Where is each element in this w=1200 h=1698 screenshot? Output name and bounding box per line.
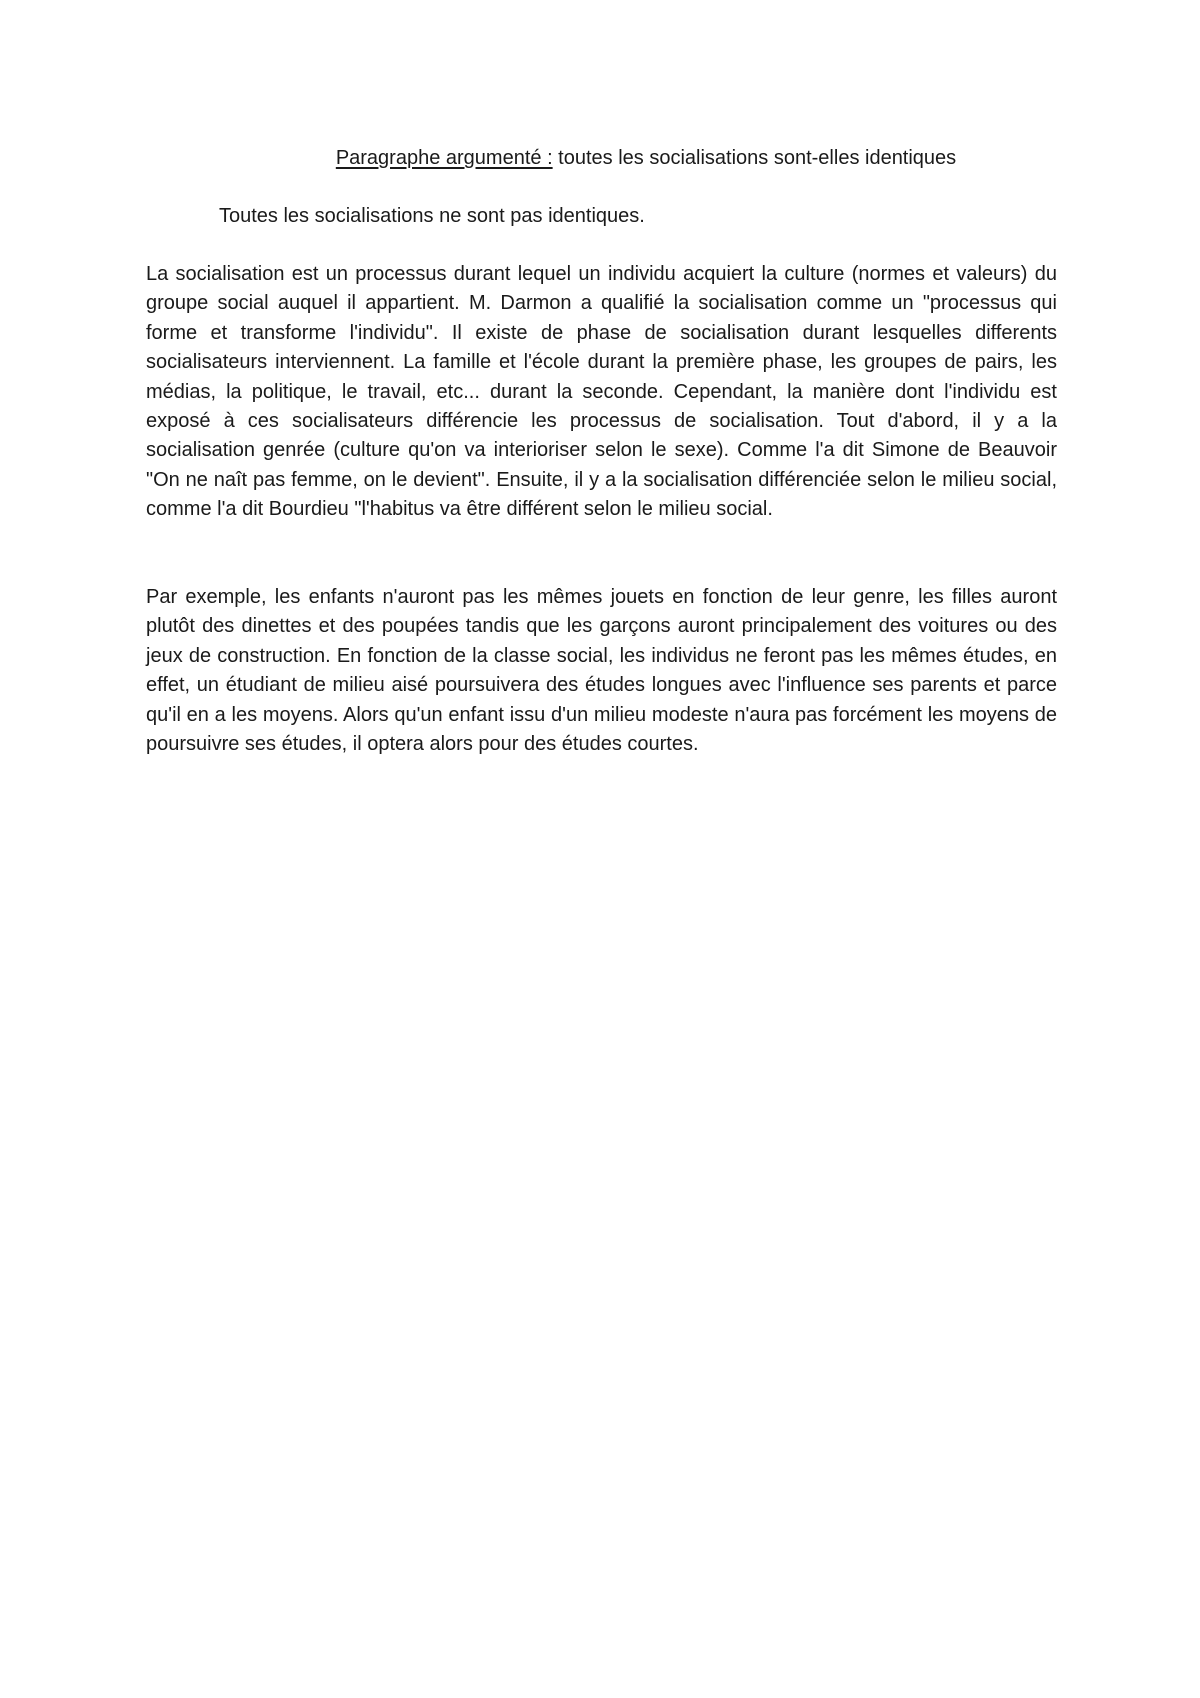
title-label: Paragraphe argumenté :	[335, 147, 553, 169]
paragraph-argument: La socialisation est un processus durant lequel un individu acquiert la culture (normes et valeurs) du groupe social auquel il appartient. M. Darmon a qualifié la socialisation comme un "processus qui forme et transforme l'individu". Il existe de phase de socialisation durant lesquelles differents socialisateurs interviennent. La famille et l'école durant la première phase, les groupes de pairs, les médias, la politique, le travail, etc... durant la seconde. Cependant, la manière dont l'individu est exposé à ces socialisateurs différencie les processus de socialisation. Tout d'abord, il y a la socialisation genrée (culture qu'on va interioriser selon le sexe). Comme l'a dit Simone de Beauvoir "On ne naît pas femme, on le devient". Ensuite, il y a la socialisation différenciée selon le milieu social, comme l'a dit Bourdieu "l'habitus va être différent selon le milieu social.	[146, 263, 1057, 521]
title-text: toutes les socialisations sont-elles identiques	[552, 147, 957, 169]
paragraph-example: Par exemple, les enfants n'auront pas les mêmes jouets en fonction de leur genre, les filles auront plutôt des dinettes et des poupées tandis que les garçons auront principalement des voitures ou des jeux de construction. En fonction de la classe social, les individus ne feront pas les mêmes études, en effet, un étudiant de milieu aisé poursuivera des études longues avec l'influence ses parents et parce qu'il en a les moyens. Alors qu'un enfant issu d'un milieu modeste n'aura pas forcément les moyens de poursuivre ses études, il optera alors pour des études courtes.	[146, 586, 1057, 756]
thesis-statement: Toutes les socialisations ne sont pas identiques.	[219, 205, 645, 227]
document-title	[0, 144, 1200, 172]
